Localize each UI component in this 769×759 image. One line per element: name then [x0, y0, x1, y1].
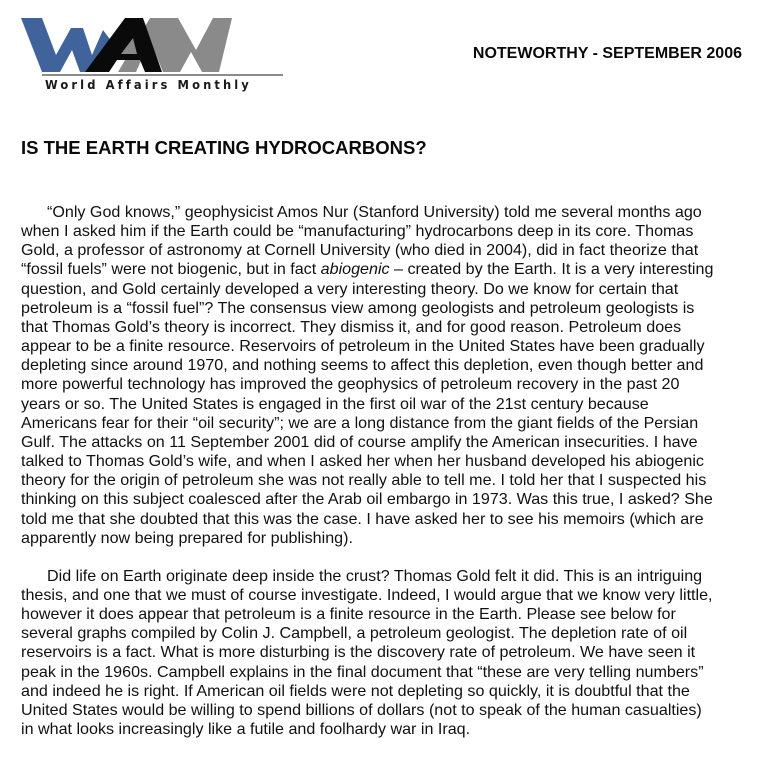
text-line: told me that she doubted that this was the case. I have asked her to see his memoirs (which are	[21, 509, 704, 528]
text-line: depleting since around 1970, and nothing seems to affect this depletion, even though better and	[21, 356, 704, 375]
logo-wordmark: World Affairs Monthly	[45, 77, 252, 93]
text-line: talked to Thomas Gold’s wife, and when I asked her when her husband developed his abiogenic	[21, 452, 704, 471]
article-headline: IS THE EARTH CREATING HYDROCARBONS?	[21, 137, 427, 158]
text-run: – created by the Earth. It is a very interesting	[389, 260, 714, 279]
text-line: and indeed he is right. If American oil fields were not depleting so quickly, it is doubtful that the	[21, 681, 690, 700]
text-line: years or so. The United States is engaged in the first oil war of the 21st century because	[21, 394, 649, 413]
text-line: “Only God knows,” geophysicist Amos Nur (Stanford University) told me several months ago	[47, 203, 702, 221]
text-line: Did life on Earth originate deep inside the crust? Thomas Gold felt it did. This is an intriguing	[47, 566, 703, 585]
text-line: thinking on this subject coalesced after the Arab oil embargo in 1973. Was this true, I asked? She	[21, 490, 713, 509]
text-line: reservoirs is a fact. What is more disturbing is the discovery rate of petroleum. We have seen it	[21, 643, 696, 662]
text-line: petroleum is a “fossil fuel”? The consensus view among geologists and petroleum geologists is	[21, 298, 695, 317]
text-line	[21, 260, 751, 279]
text-run: “fossil fuels” were not biogenic, but in fact	[21, 260, 321, 279]
text-line: several graphs compiled by Colin J. Campbell, a petroleum geologist. The depletion rate of oil	[21, 624, 688, 643]
text-line: Gold, a professor of astronomy at Cornell University (who died in 2004), did in fact theorize that	[21, 241, 699, 260]
text-line: more powerful technology has improved the geophysics of petroleum recovery in the past 20	[21, 375, 680, 394]
text-line: apparently now being prepared for publishing).	[21, 528, 353, 547]
text-line: Americans fear for their “oil security”; we are a long distance from the giant fields of the Persian	[21, 413, 699, 432]
article-body	[21, 203, 751, 739]
issue-label: NOTEWORTHY - SEPTEMBER 2006	[472, 45, 742, 62]
wam-logo	[0, 0, 300, 100]
text-line: peak in the 1960s. Campbell explains in the final document that “these are very telling numbers”	[21, 662, 704, 681]
text-line: thesis, and one that we must of course investigate. Indeed, I would argue that we know very little,	[21, 585, 713, 604]
text-line: that Thomas Gold’s theory is incorrect. They dismiss it, and for good reason. Petroleum does	[21, 317, 682, 336]
text-line: when I asked him if the Earth could be “manufacturing” hydrocarbons deep in its core. Thomas	[21, 222, 694, 241]
text-line: however it does appear that petroleum is a finite resource in the Earth. Please see below for	[21, 605, 676, 624]
article-paragraph-1	[21, 203, 751, 548]
text-line: in what looks increasingly like a futile and foolhardy war in Iraq.	[21, 720, 471, 739]
emphasis-abiogenic: abiogenic	[320, 260, 390, 279]
logo-rule	[42, 74, 283, 76]
text-line: appear to be a finite resource. Reservoirs of petroleum in the United States have been gradually	[21, 337, 705, 356]
article-paragraph-2	[21, 567, 751, 739]
text-line: theory for the origin of petroleum she was not really able to tell me. I told her that I suspected his	[21, 471, 707, 490]
text-line: Gulf. The attacks on 11 September 2001 did of course amplify the American insecurities. I have	[21, 432, 698, 451]
text-line: United States would be willing to spend billions of dollars (not to speak of the human casualties)	[21, 700, 702, 719]
text-line: question, and Gold certainly developed a very interesting theory. Do we know for certain that	[21, 279, 679, 298]
